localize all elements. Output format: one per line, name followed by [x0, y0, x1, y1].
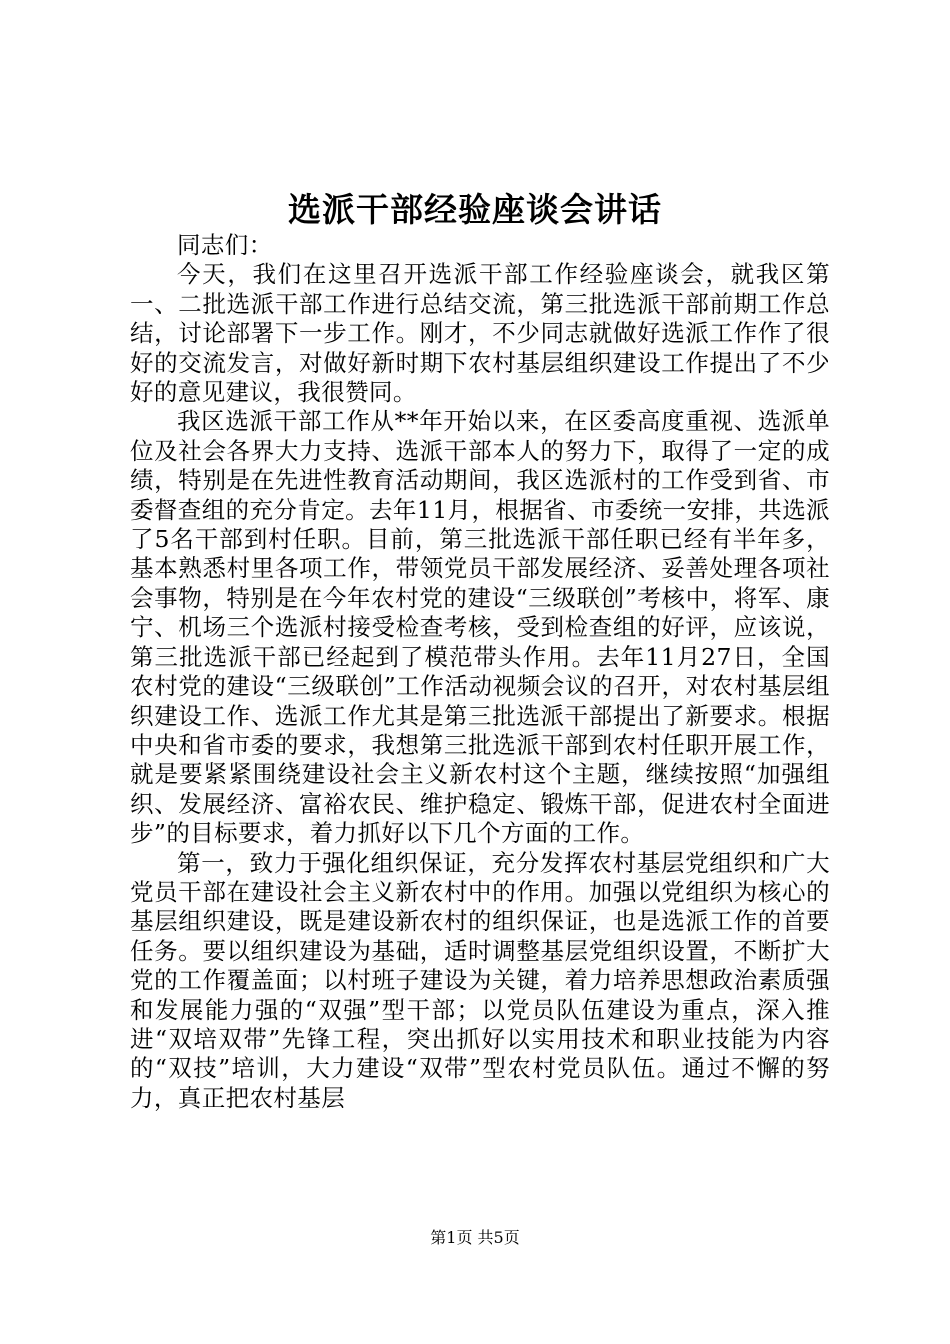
greeting-line: 同志们： [177, 231, 273, 259]
paragraph-1: 今天，我们在这里召开选派干部工作经验座谈会，就我区第一、二批选派干部工作进行总结交流，第三批选派干部前期工作总结，讨论部署下一步工作。刚才，不少同志就做好选派工作作了很好的交流发言，对做好新时期下农村基层组织建设工作提出了不少好的意见建议，我很赞同。 [130, 260, 830, 407]
document-body [130, 231, 830, 1113]
paragraph-2: 我区选派干部工作从**年开始以来，在区委高度重视、选派单位及社会各界大力支持、选派干部本人的努力下，取得了一定的成绩，特别是在先进性教育活动期间，我区选派村的工作受到省、市委督查组的充分肯定。去年11月，根据省、市委统一安排，共选派了5名干部到村任职。目前，第三批选派干部任职已经有半年多，基本熟悉村里各项工作，带领党员干部发展经济、妥善处理各项社会事物，特别是在今年农村党的建设“三级联创”考核中，将军、康宁、机场三个选派村接受检查考核，受到检查组的好评，应该说，第三批选派干部已经起到了模范带头作用。去年11月27日，全国农村党的建设“三级联创”工作活动视频会议的召开，对农村基层组织建设工作、选派工作尤其是第三批选派干部提出了新要求。根据中央和省市委的要求，我想第三批选派干部到农村任职开展工作，就是要紧紧围绕建设社会主义新农村这个主题，继续按照“加强组织、发展经济、富裕农民、维护稳定、锻炼干部，促进农村全面进步”的目标要求，着力抓好以下几个方面的工作。 [130, 407, 830, 848]
document-title: 选派干部经验座谈会讲话 [288, 190, 662, 229]
paragraph-3: 第一，致力于强化组织保证，充分发挥农村基层党组织和广大党员干部在建设社会主义新农村中的作用。加强以党组织为核心的基层组织建设，既是建设新农村的组织保证，也是选派工作的首要任务。要以组织建设为基础，适时调整基层党组织设置，不断扩大党的工作覆盖面；以村班子建设为关键，着力培养思想政治素质强和发展能力强的“双强”型干部；以党员队伍建设为重点，深入推进“双培双带”先锋工程，突出抓好以实用技术和职业技能为内容的“双技”培训，大力建设“双带”型农村党员队伍。通过不懈的努力，真正把农村基层 [130, 848, 830, 1112]
page-footer: 第1页 共5页 [430, 1228, 520, 1247]
